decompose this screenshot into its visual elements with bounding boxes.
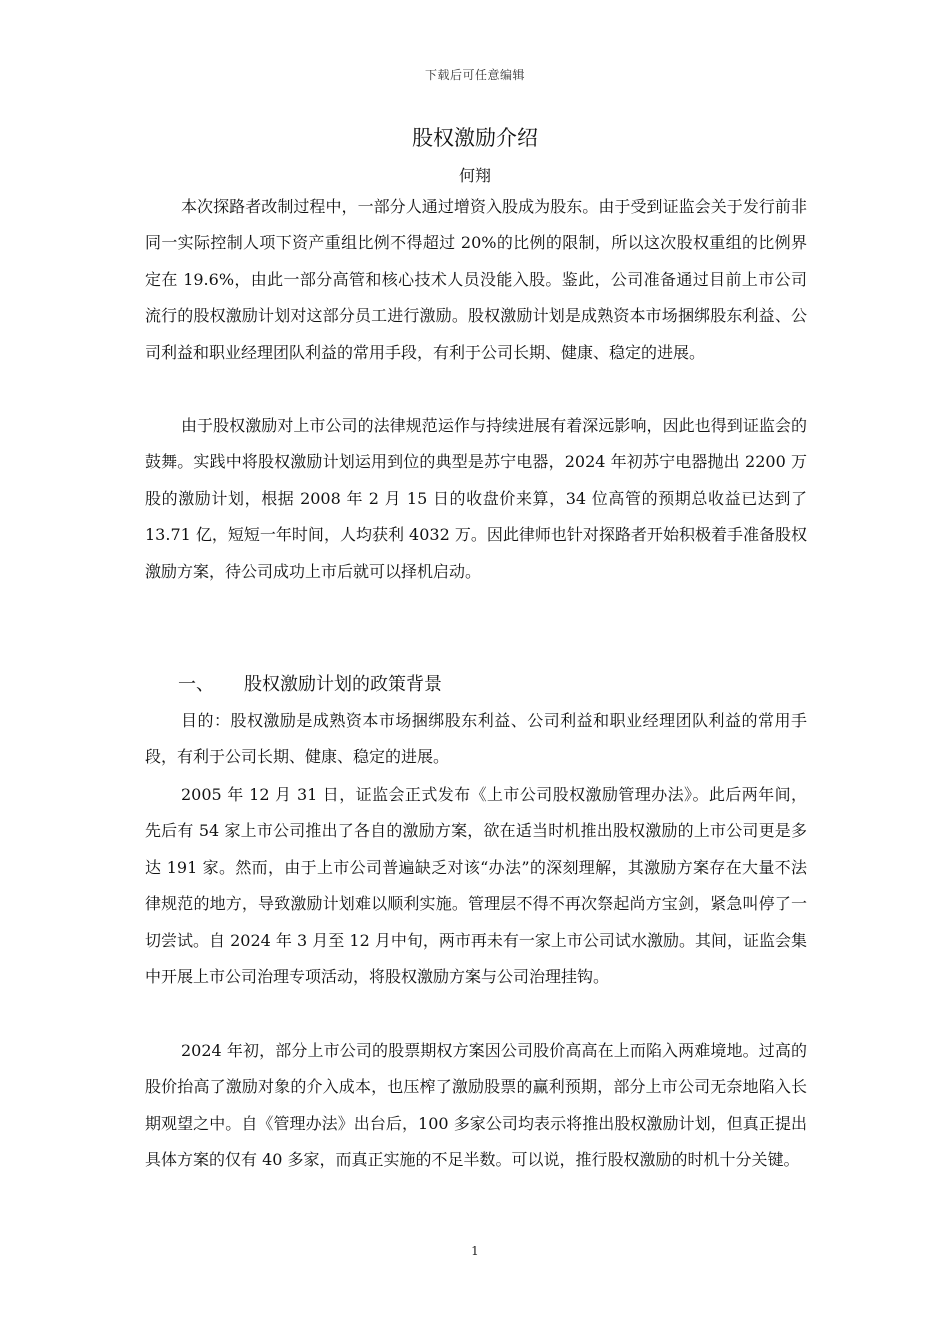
author-name: 何翔 — [458, 166, 491, 185]
section-heading — [178, 670, 442, 696]
page-number: 1 — [471, 1244, 479, 1258]
section-paragraph-2: 2005 年 12 月 31 日，证监会正式发布《上市公司股权激励管理办法》。此后两年间，先后有 54 家上市公司推出了各自的激励方案，欲在适当时机推出股权激励的上市公司更是多达 191 家。然而，由于上市公司普遍缺乏对该“办法”的深刻理解，其激励方案存在大量不法律规范的地方，导致激励计划难以顺利实施。管理层不得不再次祭起尚方宝剑，紧急叫停了一切尝试。自 2024 年 3 月至 12 月中旬，两市再未有一家上市公司试水激励。其间，证监会集中开展上市公司治理专项活动，将股权激励方案与公司治理挂钩。 — [145, 785, 807, 987]
section-paragraph-1: 目的：股权激励是成熟资本市场捆绑股东利益、公司利益和职业经理团队利益的常用手段，有利于公司长期、健康、稳定的进展。 — [145, 711, 807, 767]
intro-paragraph-2: 由于股权激励对上市公司的法律规范运作与持续进展有着深远影响，因此也得到证监会的鼓舞。实践中将股权激励计划运用到位的典型是苏宁电器，2024 年初苏宁电器抛出 2200 万股的激励计划，根据 2008 年 2 月 15 日的收盘价来算，34 位高管的预期总收益已达到了 13.71 亿，短短一年时间，人均获利 4032 万。因此律师也针对探路者开始积极着手准备股权激励方案，待公司成功上市后就可以择机启动。 — [145, 416, 807, 581]
header-note: 下载后可任意编辑 — [424, 68, 525, 82]
section-title: 股权激励计划的政策背景 — [244, 674, 442, 695]
intro-paragraph-1: 本次探路者改制过程中，一部分人通过增资入股成为股东。由于受到证监会关于发行前非同一实际控制人项下资产重组比例不得超过 20%的比例的限制，所以这次股权重组的比例界定在 19.6%，由此一部分高管和核心技术人员没能入股。鉴此，公司准备通过目前上市公司流行的股权激励计划对这部分员工进行激励。股权激励计划是成熟资本市场捆绑股东利益、公司利益和职业经理团队利益的常用手段，有利于公司长期、健康、稳定的进展。 — [145, 197, 807, 362]
document-title: 股权激励介绍 — [412, 126, 538, 150]
section-number: 一、 — [178, 674, 214, 695]
section-paragraph-3: 2024 年初，部分上市公司的股票期权方案因公司股价高高在上而陷入两难境地。过高的股价抬高了激励对象的介入成本，也压榨了激励股票的赢利预期，部分上市公司无奈地陷入长期观望之中。自《管理办法》出台后，100 多家公司均表示将推出股权激励计划，但真正提出具体方案的仅有 40 多家，而真正实施的不足半数。可以说，推行股权激励的时机十分关键。 — [145, 1041, 807, 1170]
